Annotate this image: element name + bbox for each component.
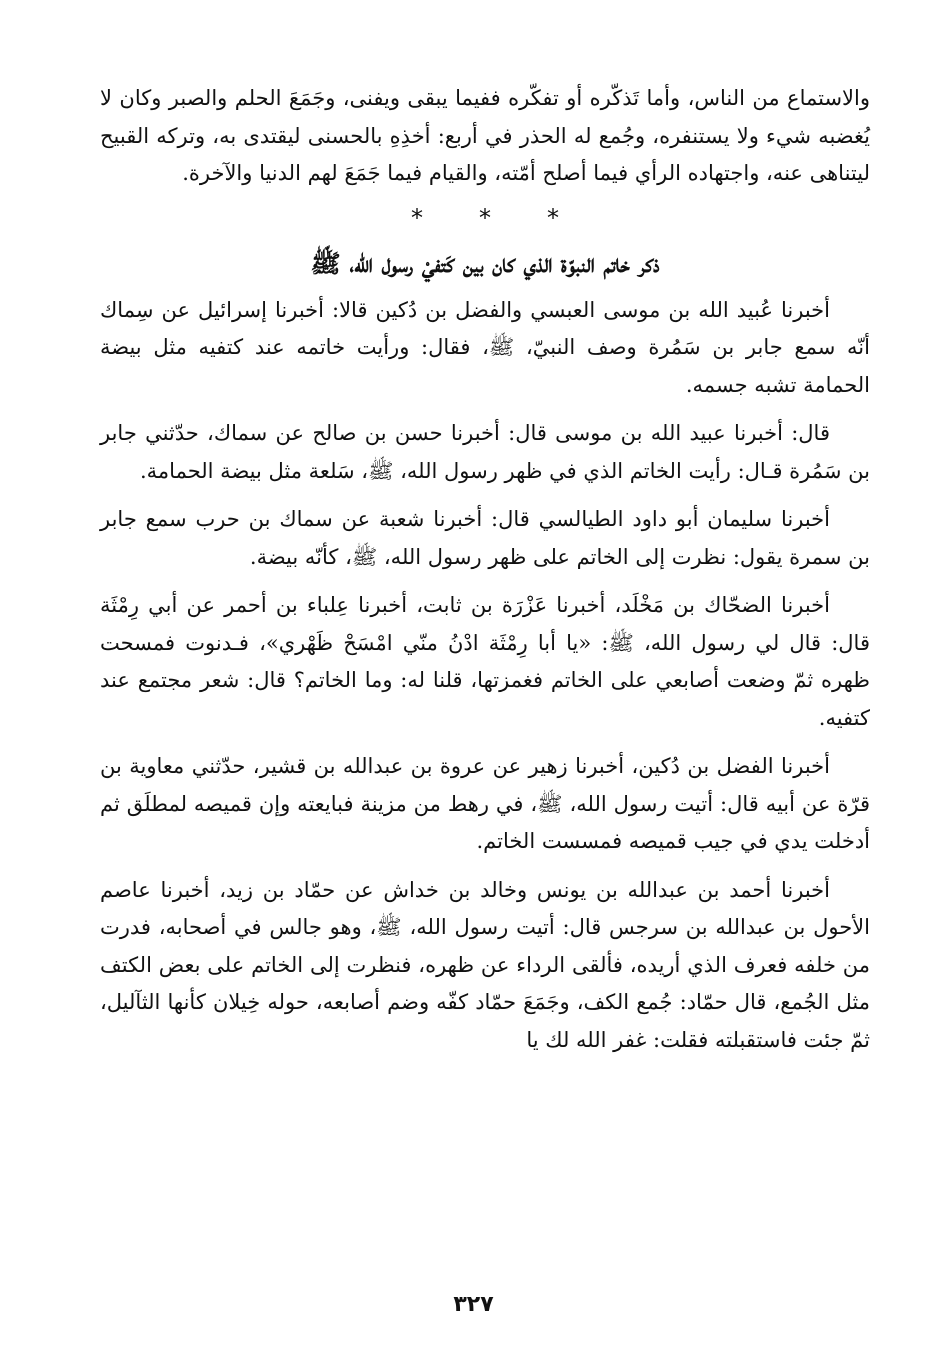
section-separator	[100, 204, 870, 232]
paragraph: أخبرنا أحمد بن عبدالله بن يونس وخالد بن خداش عن حمّاد بن زيد، أخبرنا عاصم الأحول بن عبدالله بن سرجس قال: أتيت رسول الله، ﷺ، وهو جالس في أصحابه، فدرت من خلفه فعرف الذي أريده، فألقى الرداء عن ظهره، فنظرت إلى الخاتم على بعض الكتف مثل الجُمع، قال حمّاد: جُمع الكف، وجَمَعَ حمّاد كفّه وضم أصابعه، حوله خِيلان كأنها الثآليل، ثمّ جئت فاستقبلته فقلت: غفر الله لك يا	[100, 877, 870, 1052]
page-body	[100, 80, 870, 1070]
paragraph: أخبرنا سليمان أبو داود الطيالسي قال: أخبرنا شعبة عن سماك بن حرب سمع جابر بن سمرة يقول: نظرت إلى الخاتم على ظهر رسول الله، ﷺ، كأنّه بيضة.	[100, 507, 870, 569]
paragraph: قال: أخبرنا عبيد الله بن موسى قال: أخبرنا حسن بن صالح عن سماك، حدّثني جابر بن سَمُرة قـال: رأيت الخاتم الذي في ظهر رسول الله، ﷺ، سَلعة مثل بيضة الحمامة.	[100, 421, 870, 483]
separator-star: *	[479, 203, 491, 232]
paragraph-continued: والاستماع من الناس، وأما تَذكّره أو تفكّره ففيما يبقى ويفنى، وجَمَعَ الحلم والصبر وكان لا يُغضبه شيء ولا يستنفره، وجُمع له الحذر في أربع: أخذِهِ بالحسنى ليقتدى به، وتركه القبيح ليتناهى عنه، واجتهاده الرأي فيما أصلح أمّته، والقيام فيما جَمَعَ لهم الدنيا والآخرة.	[100, 86, 870, 185]
page-number: ٣٢٧	[453, 1292, 494, 1317]
separator-star: *	[411, 203, 423, 232]
paragraph: أخبرنا الفضل بن دُكين، أخبرنا زهير عن عروة بن عبدالله بن قشير، حدّثني معاوية بن قرّة عن أبيه قال: أتيت رسول الله، ﷺ، في رهط من مزينة فبايعته وإن قميصه لمطلَق ثم أدخلت يدي في جيب قميصه فمسست الخاتم.	[100, 754, 870, 853]
paragraph: أخبرنا عُبيد الله بن موسى العبسي والفضل بن دُكين قالا: أخبرنا إسرائيل عن سِماك أنّه سمع جابر بن سَمُرة وصف النبيّ، ﷺ، فقال: ورأيت خاتمه عند كتفيه مثل بيضة الحمامة تشبه جسمه.	[100, 297, 870, 397]
section-heading: ذكر خاتم النبوّة الذي كان بين كَتفيْ رسول الله، ﷺ	[310, 248, 660, 278]
separator-star: *	[547, 203, 559, 232]
paragraph: أخبرنا الضحّاك بن مَخْلَد، أخبرنا عَزْرَة بن ثابت، أخبرنا عِلباء بن أحمر عن أبي رِمْثَة قال: قال لي رسول الله، ﷺ: «يا أبا رِمْثَة ادْنُ منّي امْسَحْ ظَهْري»، فـدنوت فمسحت ظهره ثمّ وضعت أصابعي على الخاتم فغمزتها، قلنا له: وما الخاتم؟ قال: شعر مجتمع عند كتفيه.	[100, 593, 870, 730]
